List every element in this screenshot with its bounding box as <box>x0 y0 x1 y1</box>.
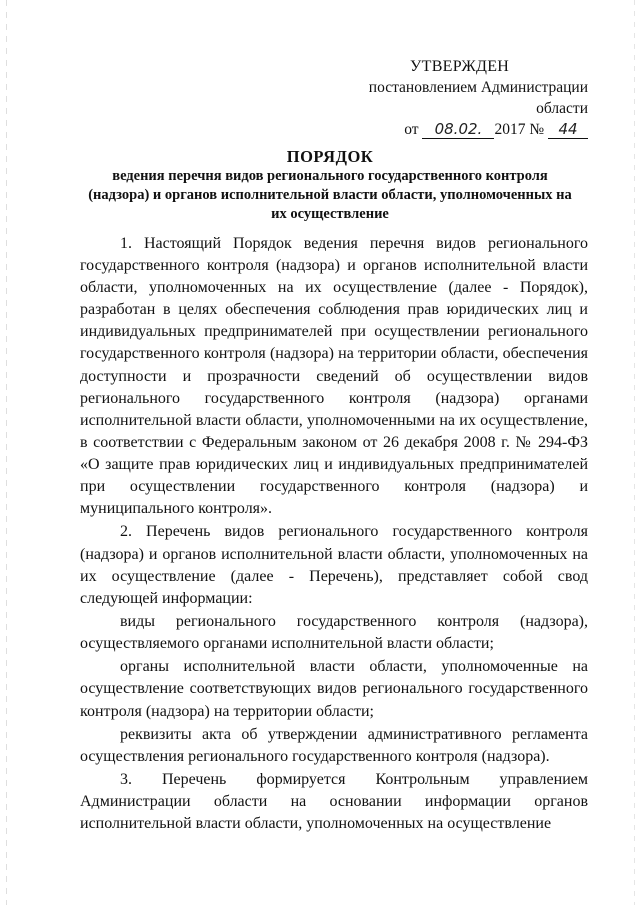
approval-dateline <box>316 119 588 140</box>
approval-block <box>316 56 588 140</box>
scan-edge-left <box>6 0 7 905</box>
document-subtitle: ведения перечня видов регионального государственного контроля (надзора) и органов исполнительной власти области, уполномоченных на их осуществление <box>88 168 572 222</box>
handwritten-date: 08.02. <box>422 120 494 139</box>
paragraph-2-item-3: реквизиты акта об утверждении административного регламента осуществления регионального государственного контроля (надзора). <box>80 725 588 765</box>
paragraph-3: 3. Перечень формируется Контрольным управлением Администрации области на основании информации органов исполнительной власти области, уполномоченных на осуществление <box>80 771 588 833</box>
year-text: 2017 № <box>494 121 545 138</box>
approval-by: постановлением Администрации области <box>368 79 588 117</box>
date-prefix: от <box>404 121 419 138</box>
document-heading <box>80 147 580 224</box>
document-title: ПОРЯДОК <box>286 147 374 166</box>
paragraph-2-item-1: виды регионального государственного контроля (надзора), осуществляемого органами исполнительной власти области; <box>80 612 588 653</box>
handwritten-number: 44 <box>548 120 588 139</box>
paragraph-2: 2. Перечень видов регионального государственного контроля (надзора) и органов исполнительной власти области, уполномоченных на их осуществление (далее - Перечень), представляет собой свод следующей информации: <box>80 523 588 607</box>
document-body <box>80 233 588 837</box>
paragraph-2-item-2: органы исполнительной власти области, уполномоченные на осуществление соответствующих видов регионального государственного контроля (надзора) на территории области; <box>80 658 588 720</box>
paragraph-1: 1. Настоящий Порядок ведения перечня видов регионального государственного контроля (надзора) и органов исполнительной власти области, уполномоченных на их осуществление (далее - Порядок), разработан в целях обеспечения соблюдения прав юридических лиц и индивидуальных предпринимателей при осуществлении регионального государственного контроля (надзора) на территории области, обеспечения доступности и прозрачности сведений об осуществлении видов регионального государственного контроля (надзора) органами исполнительной власти области, уполномоченными на их осуществление, в соответствии с Федеральным законом от 26 декабря 2008 г. № 294-ФЗ «О защите прав юридических лиц и индивидуальных предпринимателей при осуществлении государственного контроля (надзора) и муниципального контроля». <box>80 235 588 518</box>
scan-edge-right <box>634 0 635 905</box>
approval-title: УТВЕРЖДЕН <box>410 58 510 75</box>
